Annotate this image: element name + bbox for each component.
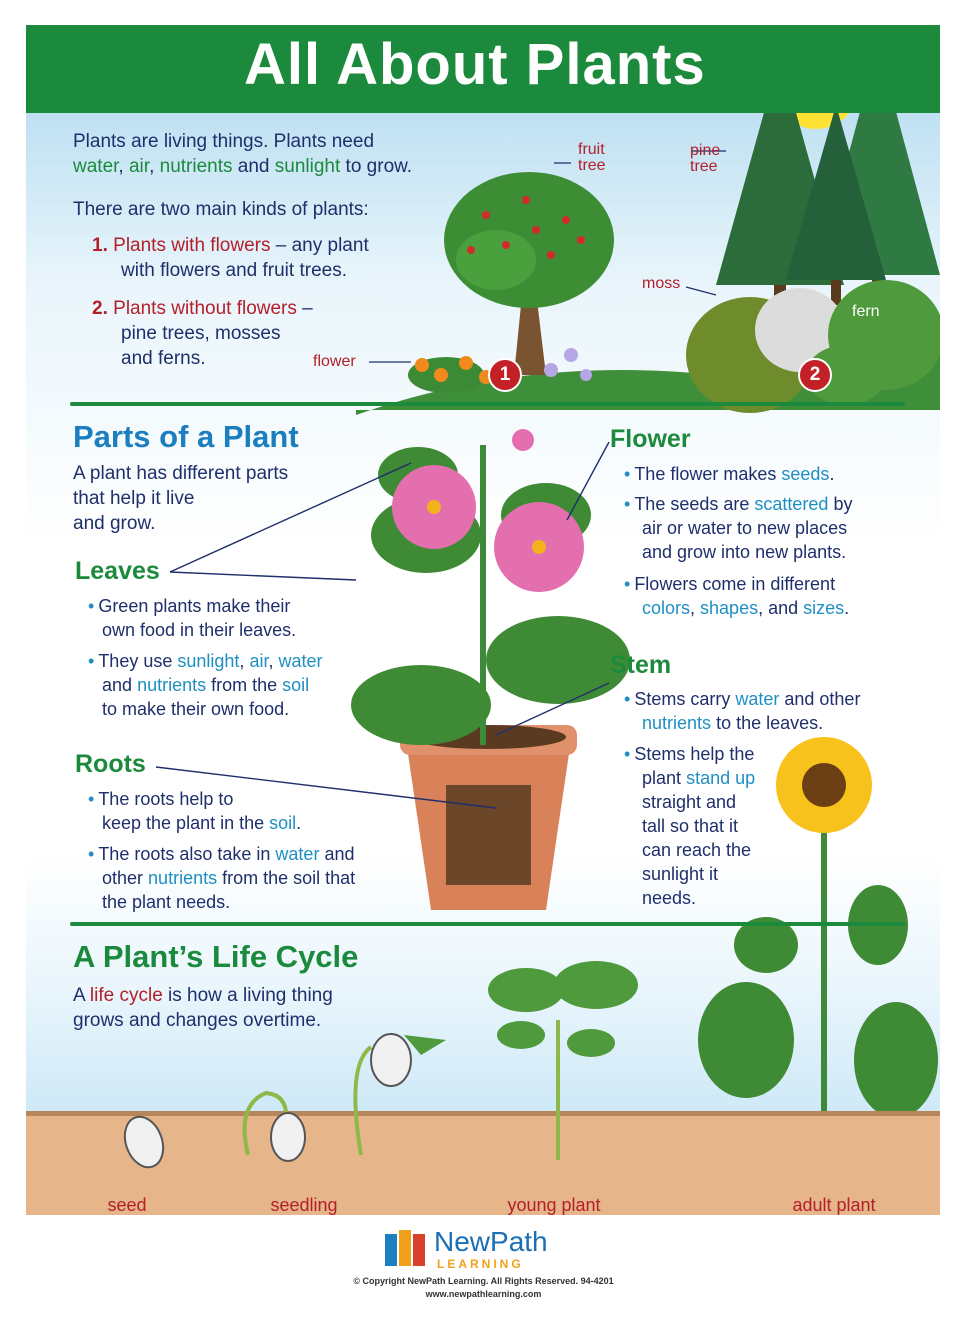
badge-2: 2 <box>798 358 832 392</box>
term-water-3: water <box>275 844 320 864</box>
flower-b2-b: by <box>833 494 853 514</box>
term-scattered: scattered <box>754 494 829 514</box>
parts-intro-1: A plant has different parts <box>73 463 289 484</box>
lifecycle-l1-b: is how a living thing <box>168 985 333 1006</box>
kind-2-heading: Plants without flowers <box>113 298 297 319</box>
flower-b2-d: and grow into new plants. <box>642 542 847 562</box>
term-soil-2: soil <box>269 813 297 833</box>
term-sunlight-2: sunlight <box>177 651 240 671</box>
term-seeds: seeds <box>781 464 830 484</box>
roots-bullet-2: • The roots also take in water and other nutrients from the soil that the plant needs. <box>88 844 356 912</box>
pine-label-line1: pine <box>690 142 721 159</box>
fern-label: fern <box>852 303 880 320</box>
kinds-text: There are two main kinds of plants: <box>73 199 369 220</box>
flower-heading: Flower <box>610 425 691 453</box>
leaves-b1-line1: Green plants make their <box>98 596 291 616</box>
roots-b2-c: other <box>102 868 144 888</box>
stem-b2-f: sunlight it <box>642 864 719 884</box>
leaves-bullet-1: • Green plants make their own food in their leaves. <box>88 596 297 640</box>
kind-1-heading: Plants with flowers <box>113 235 271 256</box>
kind-1-desc: with flowers and fruit trees. <box>121 260 347 281</box>
term-nutrients-3: nutrients <box>148 868 218 888</box>
poster <box>26 25 940 1215</box>
brand-name: NewPath <box>434 1226 548 1257</box>
intro-tail: to grow. <box>345 156 413 177</box>
term-water-4: water <box>735 689 780 709</box>
term-nutrients-2: nutrients <box>137 675 207 695</box>
leaves-b1-line2: own food in their leaves. <box>102 620 297 640</box>
stem-b2-g: needs. <box>642 888 697 908</box>
flower-b1-a: The flower makes <box>634 464 777 484</box>
term-colors: colors <box>642 598 691 618</box>
term-water-2: water <box>278 651 323 671</box>
lifecycle-l2: grows and changes overtime. <box>73 1010 322 1031</box>
term-nutrients-4: nutrients <box>642 713 712 733</box>
pine-label-line2: tree <box>690 158 718 175</box>
divider-bottom <box>70 922 905 926</box>
parts-intro-3: and grow. <box>73 513 156 534</box>
fruit-tree-icon <box>444 172 614 375</box>
stem-b2-e: can reach the <box>642 840 752 860</box>
roots-b2-a: The roots also take in <box>98 844 271 864</box>
website-url: www.newpathlearning.com <box>425 1289 542 1299</box>
roots-b2-e: the plant needs. <box>102 892 231 912</box>
term-sunlight: sunlight <box>274 156 341 177</box>
lifecycle-intro <box>73 983 433 1033</box>
kind-2-number: 2. <box>92 298 108 319</box>
intro-text: Plants are living things. Plants need water, air, nutrients and sunlight to grow. <box>73 131 413 177</box>
flower-b2-c: air or water to new places <box>642 518 848 538</box>
stem-b2-a: Stems help the <box>634 744 755 764</box>
divider-top <box>70 402 905 406</box>
stage-seed: seed <box>107 1195 147 1215</box>
term-soil: soil <box>282 675 310 695</box>
intro-and: and <box>237 156 270 177</box>
roots-b1-line2: keep the plant in the <box>102 813 265 833</box>
moss-label: moss <box>642 275 681 292</box>
term-nutrients: nutrients <box>159 156 233 177</box>
page-title: All About Plants <box>244 32 706 97</box>
kind-1-rest: – any plant <box>270 235 369 256</box>
term-water: water <box>73 156 119 177</box>
kind-2-rest: – <box>296 298 313 319</box>
flower-b2-a: The seeds are <box>634 494 750 514</box>
flower-bullet-3: • Flowers come in different colors, shapes, and sizes. <box>624 574 850 618</box>
stage-young-plant: young plant <box>507 1195 601 1215</box>
brand-sub: LEARNING <box>437 1257 524 1271</box>
kind-1-number: 1. <box>92 235 108 256</box>
roots-b2-b: and <box>324 844 355 864</box>
kind-1 <box>92 233 392 283</box>
roots-bullet-1: • The roots help to keep the plant in the soil. <box>88 789 302 833</box>
pine-tree-label <box>690 143 720 175</box>
stem-heading: Stem <box>610 651 672 679</box>
stem-bullet-1: • Stems carry water and other nutrients to the leaves. <box>624 689 861 733</box>
term-shapes: shapes <box>700 598 759 618</box>
term-life-cycle: life cycle <box>89 985 163 1006</box>
newpath-logo-icon <box>383 1226 431 1270</box>
stage-adult-plant: adult plant <box>792 1195 876 1215</box>
flower-bullet-1: • The flower makes seeds. <box>624 464 835 484</box>
intro-line1: Plants are living things. Plants need <box>73 131 375 152</box>
parts-intro <box>73 461 373 536</box>
leaves-bullet-2: • They use sunlight, air, water and nutrients from the soil to make their own food. <box>88 651 323 719</box>
badge-1: 1 <box>488 358 522 392</box>
flower-b3-and: and <box>768 598 799 618</box>
term-air: air <box>128 156 150 177</box>
leaves-heading: Leaves <box>75 557 160 585</box>
stem-b2-c: straight and <box>642 792 737 812</box>
roots-b2-d: from the soil that <box>222 868 356 888</box>
term-stand-up: stand up <box>686 768 756 788</box>
fruit-label-line2: tree <box>578 157 606 174</box>
lifecycle-l1-a: A <box>73 985 85 1006</box>
roots-heading: Roots <box>75 750 146 778</box>
stem-bullet-2: • Stems help the plant stand up straight and tall so that it can reach the sunlight it needs. <box>624 744 756 908</box>
leaves-b2-b: and <box>102 675 133 695</box>
potted-plant-illustration <box>351 429 630 910</box>
stem-b1-b: and other <box>784 689 861 709</box>
kind-2-desc1: pine trees, mosses <box>121 323 281 344</box>
parts-heading: Parts of a Plant <box>73 419 299 454</box>
stem-b2-d: tall so that it <box>642 816 739 836</box>
flower-b3-a: Flowers come in different <box>634 574 836 594</box>
stage-seedling: seedling <box>270 1195 338 1215</box>
flower-bullet-2: • The seeds are scattered by air or water to new places and grow into new plants. <box>624 494 853 562</box>
stem-b1-c: to the leaves. <box>716 713 824 733</box>
leaves-b2-a: They use <box>98 651 173 671</box>
term-sizes: sizes <box>803 598 845 618</box>
fruit-label-line1: fruit <box>578 141 605 158</box>
roots-b1-line1: The roots help to <box>98 789 234 809</box>
lifecycle-heading: A Plant’s Life Cycle <box>73 939 359 974</box>
flower-label: flower <box>313 353 356 370</box>
leaves-b2-d: to make their own food. <box>102 699 290 719</box>
term-air-2: air <box>249 651 269 671</box>
parts-intro-2: that help it live <box>73 488 195 509</box>
kind-2-desc2: and ferns. <box>121 348 206 369</box>
stem-b2-b: plant <box>642 768 682 788</box>
leaves-b2-c: from the <box>211 675 278 695</box>
stem-b1-a: Stems carry <box>634 689 731 709</box>
fruit-tree-label <box>578 142 606 174</box>
copyright: © Copyright NewPath Learning. All Rights Reserved. 94-4201 <box>353 1276 614 1286</box>
